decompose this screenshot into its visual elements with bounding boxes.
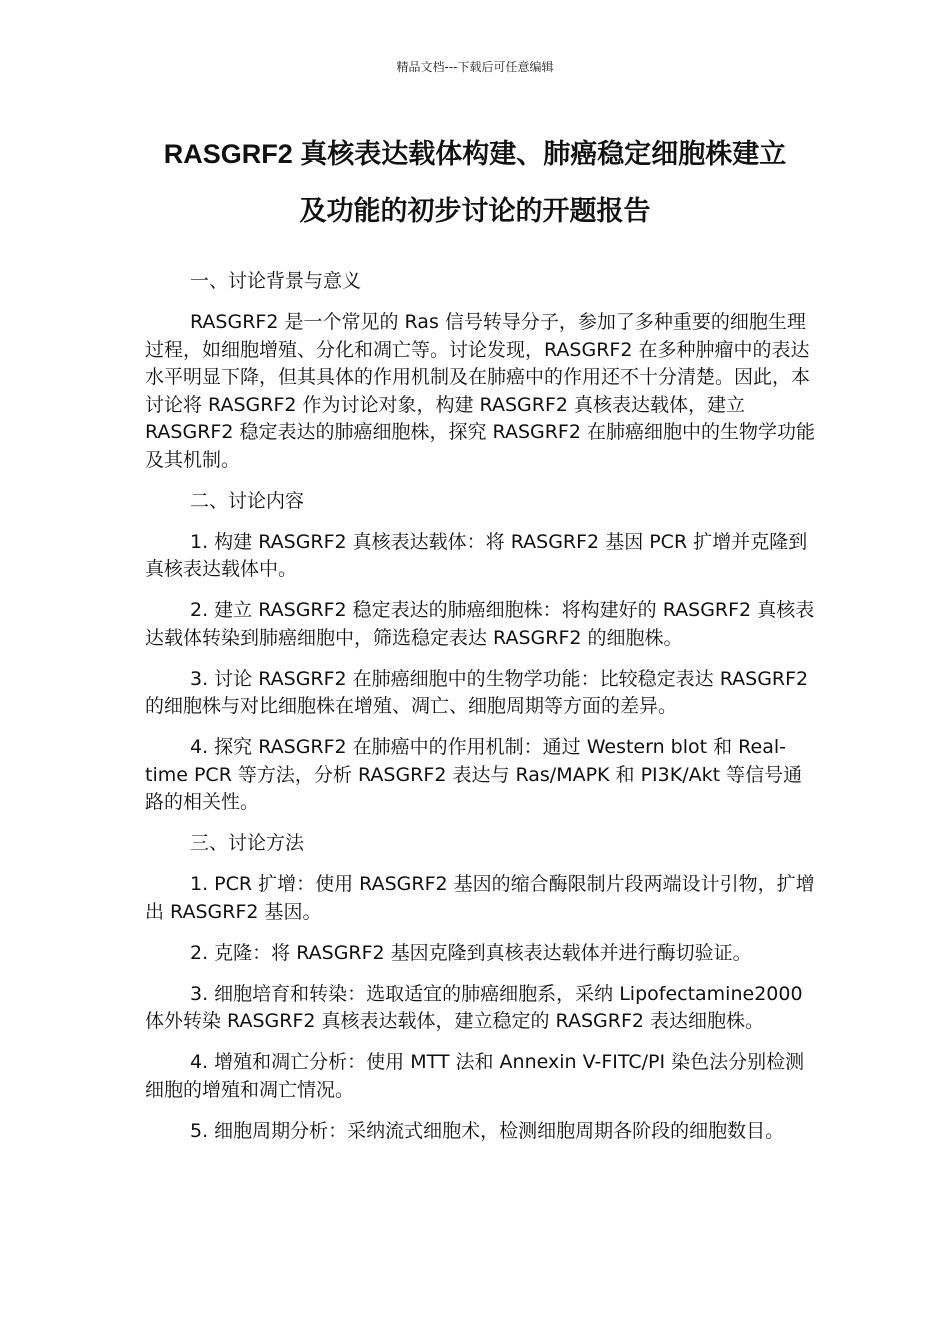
content-item-4: 4. 探究 RASGRF2 在肺癌中的作用机制：通过 Western blot 和 Real-time PCR 等方法，分析 RASGRF2 表达与 Ras/MAPK 和 PI3K/Akt 等信号通路的相关性。	[145, 736, 803, 813]
method-item-3: 3. 细胞培育和转染：选取适宜的肺癌细胞系，采纳 Lipofectamine2000 体外转染 RASGRF2 真核表达载体，建立稳定的 RASGRF2 表达细胞株。	[145, 982, 803, 1032]
content-item-2: 2. 建立 RASGRF2 稳定表达的肺癌细胞株：将构建好的 RASGRF2 真核表达载体转染到肺癌细胞中，筛选稳定表达 RASGRF2 的细胞株。	[145, 599, 815, 649]
section-heading-methods: 三、讨论方法	[190, 832, 305, 854]
document-body	[145, 268, 820, 1159]
section-heading-background: 一、讨论背景与意义	[190, 270, 362, 292]
method-item-4: 4. 增殖和凋亡分析：使用 MTT 法和 Annexin V-FITC/PI 染色法分别检测细胞的增殖和凋亡情况。	[145, 1051, 805, 1101]
header-note: 精品文档---下载后可任意编辑	[396, 60, 554, 74]
paragraph-background: RASGRF2 是一个常见的 Ras 信号转导分子，参加了多种重要的细胞生理过程，如细胞增殖、分化和凋亡等。讨论发现，RASGRF2 在多种肿瘤中的表达水平明显下降，但其具体的作用机制及在肺癌中的作用还不十分清楚。因此，本讨论将 RASGRF2 作为讨论对象，构建 RASGRF2 真核表达载体，建立 RASGRF2 稳定表达的肺癌细胞株，探究 RASGRF2 在肺癌细胞中的生物学功能及其机制。	[145, 311, 815, 471]
method-item-1: 1. PCR 扩增：使用 RASGRF2 基因的缩合酶限制片段两端设计引物，扩增出 RASGRF2 基因。	[145, 873, 815, 923]
method-item-5: 5. 细胞周期分析：采纳流式细胞术，检测细胞周期各阶段的细胞数目。	[190, 1119, 785, 1142]
section-heading-content: 二、讨论内容	[190, 489, 305, 512]
content-item-1: 1. 构建 RASGRF2 真核表达载体：将 RASGRF2 基因 PCR 扩增并克隆到真核表达载体中。	[145, 530, 808, 580]
method-item-2: 2. 克隆：将 RASGRF2 基因克隆到真核表达载体并进行酶切验证。	[190, 941, 752, 964]
document-title-line-1: RASGRF2 真核表达载体构建、肺癌稳定细胞株建立	[163, 139, 787, 169]
content-item-3: 3. 讨论 RASGRF2 在肺癌细胞中的生物学功能：比较稳定表达 RASGRF2 的细胞株与对比细胞株在增殖、凋亡、细胞周期等方面的差异。	[145, 667, 809, 717]
document-title-line-2: 及功能的初步讨论的开题报告	[299, 196, 651, 226]
